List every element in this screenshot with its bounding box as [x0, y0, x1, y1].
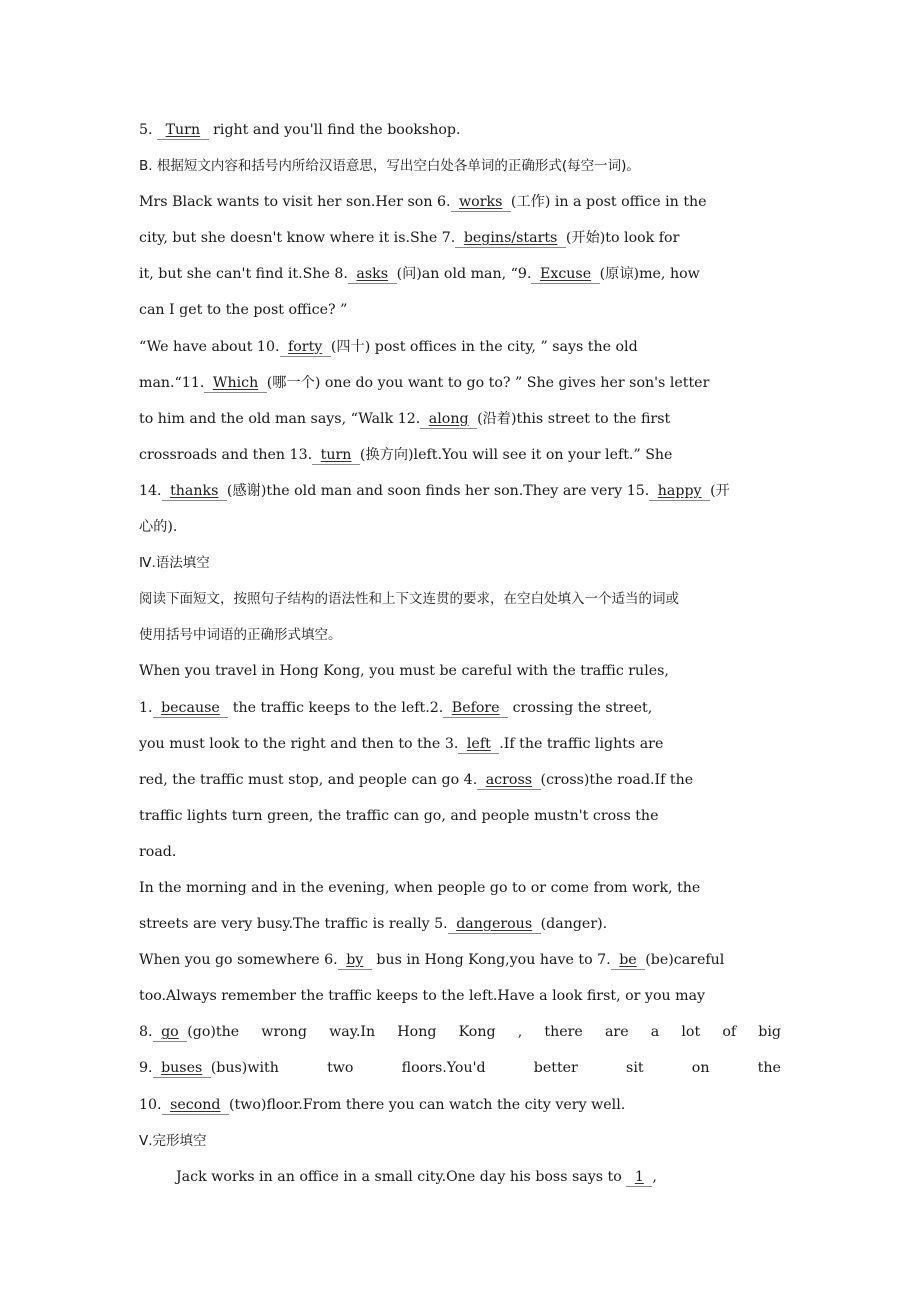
- part-b-line-2: city, but she doesn't know where it is.She 7. begins/starts (开始)to look for: [139, 230, 680, 247]
- answer-blank: forty: [280, 339, 331, 357]
- part-b-line-6: man.“11. Which (哪一个) one do you want to go to? ” She gives her son's letter: [139, 374, 710, 391]
- part-b-line-10: 心的).: [139, 519, 178, 536]
- s4-line-1: When you travel in Hong Kong, you must be careful with the traffic rules,: [139, 663, 669, 680]
- item-number: 5.: [139, 122, 153, 138]
- document-page: [139, 112, 781, 1195]
- part-b-line-7: to him and the old man says, “Walk 12. along (沿着)this street to the first: [139, 410, 671, 427]
- s4-line-9: When you go somewhere 6. by bus in Hong Kong,you have to 7. be (be)careful: [139, 952, 725, 969]
- answer-blank: happy: [649, 483, 710, 501]
- s5-line-1: Jack works in an office in a small city.One day his boss says to 1 ,: [176, 1168, 657, 1185]
- answer-blank: along: [420, 411, 477, 429]
- answer-blank: 1: [626, 1169, 652, 1187]
- answer-blank: works: [451, 194, 511, 212]
- section-4-heading: Ⅳ.语法填空: [139, 555, 210, 572]
- s4-line-10: too.Always remember the traffic keeps to the left.Have a look first, or you may: [139, 988, 706, 1005]
- section-4-instruction-1: 阅读下面短文，按照句子结构的语法性和上下文连贯的要求，在空白处填入一个适当的词或: [139, 591, 679, 608]
- part-b-line-8: crossroads and then 13. turn (换方向)left.You will see it on your left.” She: [139, 446, 673, 463]
- item-5-line: 5. Turn right and you'll find the bookshop.: [139, 122, 461, 138]
- answer-blank: Excuse: [531, 266, 599, 284]
- answer-blank: by: [338, 952, 372, 970]
- answer-blank: second: [162, 1097, 229, 1115]
- s4-line-5: traffic lights turn green, the traffic can go, and people mustn't cross the: [139, 807, 659, 824]
- part-b-line-9: 14. thanks (感谢)the old man and soon finds her son.They are very 15. happy (开: [139, 482, 730, 499]
- s4-line-13: 10. second (two)floor.From there you can watch the city very well.: [139, 1096, 626, 1113]
- s4-line-8: streets are very busy.The traffic is really 5. dangerous (danger).: [139, 916, 608, 933]
- s4-line-6: road.: [139, 843, 177, 860]
- answer-blank: asks: [348, 266, 397, 284]
- answer-blank: buses: [153, 1060, 211, 1078]
- answer-blank: turn: [312, 447, 360, 465]
- answer-blank: thanks: [162, 483, 227, 501]
- section-4-instruction-2: 使用括号中词语的正确形式填空。: [139, 627, 342, 644]
- answer-blank: be: [611, 952, 646, 970]
- answer-blank: because: [153, 700, 229, 718]
- answer-blank: left: [458, 736, 499, 754]
- s4-line-7: In the morning and in the evening, when people go to or come from work, the: [139, 879, 701, 896]
- part-b-heading: B. 根据短文内容和括号内所给汉语意思，写出空白处各单词的正确形式(每空一词)。: [139, 158, 640, 175]
- s4-line-11: 8. go (go)the wrong way.In Hong Kong , there are a lot of big: [139, 1024, 781, 1041]
- answer-blank: Which: [204, 375, 266, 393]
- answer-blank: across: [477, 772, 540, 790]
- part-b-line-4: can I get to the post office? ”: [139, 302, 348, 319]
- answer-blank: Turn: [157, 122, 209, 140]
- answer-blank: Before: [443, 700, 508, 718]
- answer-blank: dangerous: [448, 916, 541, 934]
- part-b-line-1: Mrs Black wants to visit her son.Her son 6. works (工作) in a post office in the: [139, 194, 707, 211]
- part-b-line-5: “We have about 10. forty (四十) post offices in the city, ” says the old: [139, 338, 638, 355]
- s4-line-2: 1. because the traffic keeps to the left.2. Before crossing the street,: [139, 699, 653, 716]
- s4-line-4: red, the traffic must stop, and people can go 4. across (cross)the road.If the: [139, 771, 694, 788]
- part-b-line-3: it, but she can't find it.She 8. asks (问)an old man, “9. Excuse (原谅)me, how: [139, 266, 700, 283]
- s4-line-12: 9. buses (bus)with two floors.You'd better sit on the: [139, 1060, 781, 1077]
- s4-line-3: you must look to the right and then to the 3. left .If the traffic lights are: [139, 735, 664, 752]
- answer-blank: go: [153, 1024, 188, 1042]
- section-5-heading: Ⅴ.完形填空: [139, 1132, 207, 1149]
- answer-blank: begins/starts: [455, 230, 566, 248]
